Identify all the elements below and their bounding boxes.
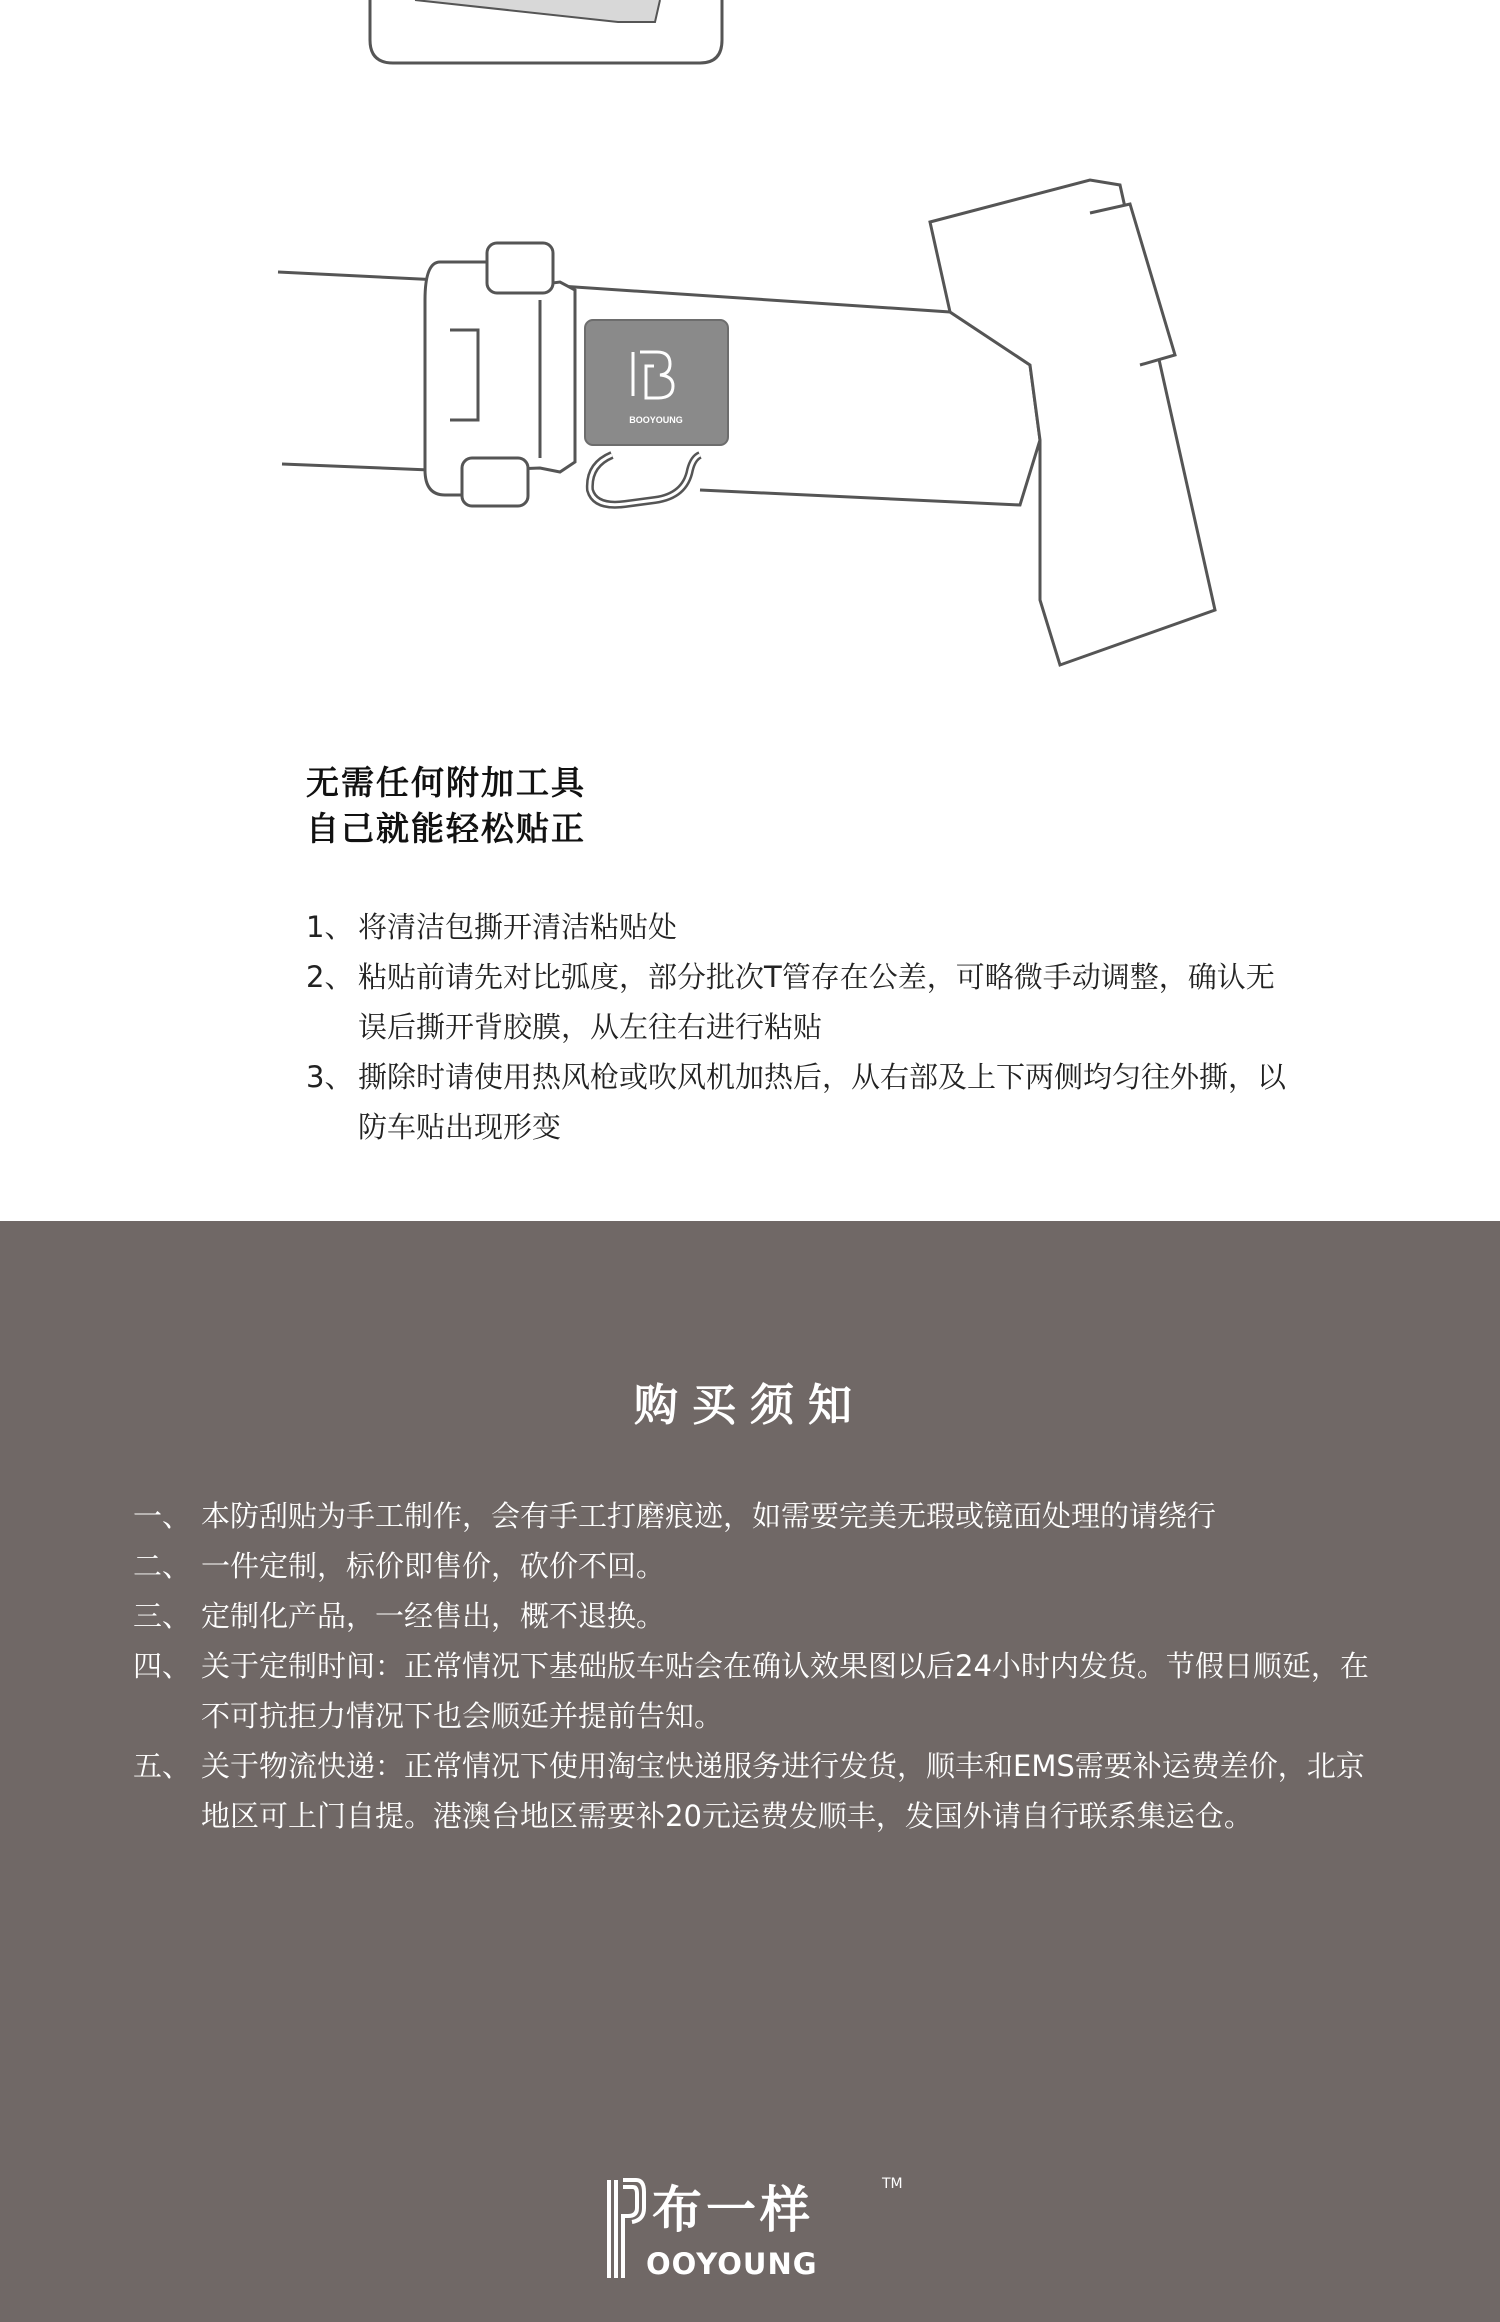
tube-bottom-edge bbox=[282, 464, 430, 470]
notice-text: 关于物流快递：正常情况下使用淘宝快递服务进行发货，顺丰和EMS需要补运费差价，北京地区可上门自提。港澳台地区需要补20元运费发顺丰，发国外请自行联系集运仓。 bbox=[201, 1749, 1365, 1833]
notice-number: 一、 bbox=[133, 1499, 192, 1533]
notice-item bbox=[133, 1541, 1383, 1591]
stem-head bbox=[930, 180, 1215, 665]
purchase-notice-panel bbox=[0, 1221, 1500, 2322]
brand-logo bbox=[606, 2168, 906, 2288]
brand-name-en: OOYOUNG bbox=[646, 2247, 818, 2281]
cable-loop bbox=[590, 455, 700, 505]
step-text: 撕除时请使用热风枪或吹风机加热后，从右部及上下两侧均匀往外撕，以防车贴出现形变 bbox=[358, 1060, 1287, 1144]
notice-text: 本防刮贴为手工制作，会有手工打磨痕迹，如需要完美无瑕或镜面处理的请绕行 bbox=[201, 1499, 1217, 1533]
notice-item bbox=[133, 1741, 1383, 1841]
stem-illustration bbox=[0, 0, 1500, 700]
step-text: 将清洁包撕开清洁粘贴处 bbox=[358, 910, 678, 944]
previous-figure-inner bbox=[415, 0, 660, 22]
brand-name-cn: 布一样 bbox=[652, 2181, 814, 2239]
notice-number: 二、 bbox=[133, 1549, 192, 1583]
notice-text: 关于定制时间：正常情况下基础版车贴会在确认效果图以后24小时内发货。节假日顺延，在不可抗拒力情况下也会顺延并提前告知。 bbox=[201, 1649, 1369, 1733]
step-number: 3、 bbox=[306, 1060, 354, 1094]
step-item bbox=[306, 1052, 1286, 1152]
steps-list bbox=[306, 902, 1286, 1152]
notice-text: 定制化产品，一经售出，概不退换。 bbox=[201, 1599, 666, 1633]
brand-b-icon bbox=[606, 2178, 646, 2280]
notice-number: 四、 bbox=[133, 1649, 192, 1683]
sticker bbox=[585, 320, 728, 445]
clamp-bolt-bottom bbox=[462, 458, 528, 506]
notice-text: 一件定制，标价即售价，砍价不回。 bbox=[201, 1549, 666, 1583]
headline-line2: 自己就能轻松贴正 bbox=[306, 809, 586, 848]
trademark-mark: TM bbox=[882, 2176, 903, 2192]
install-instructions bbox=[306, 760, 1286, 1152]
sticker-logo-text: BOOYOUNG bbox=[629, 415, 683, 425]
step-item bbox=[306, 952, 1286, 1052]
notice-item bbox=[133, 1641, 1383, 1741]
headline-line1: 无需任何附加工具 bbox=[306, 763, 586, 802]
notice-title: 购买须知 bbox=[634, 1380, 866, 1431]
step-text: 粘贴前请先对比弧度，部分批次T管存在公差，可略微手动调整，确认无误后撕开背胶膜，从左往右进行粘贴 bbox=[358, 960, 1275, 1044]
notice-number: 五、 bbox=[133, 1749, 192, 1783]
step-item bbox=[306, 902, 1286, 952]
notice-item bbox=[133, 1591, 1383, 1641]
step-number: 2、 bbox=[306, 960, 354, 994]
tube-top-edge bbox=[278, 272, 440, 280]
step-number: 1、 bbox=[306, 910, 354, 944]
notice-number: 三、 bbox=[133, 1599, 192, 1633]
clamp-bolt-top bbox=[487, 243, 553, 293]
notice-item bbox=[133, 1491, 1383, 1541]
notice-list bbox=[133, 1491, 1383, 1841]
